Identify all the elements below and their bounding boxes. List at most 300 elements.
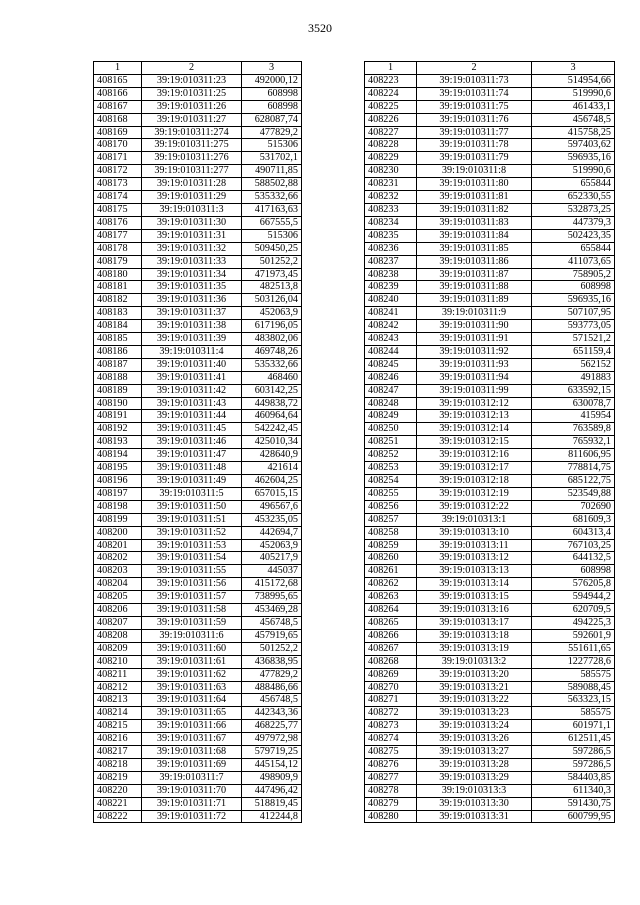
table-row	[365, 203, 615, 216]
row-number-cell: 408173	[94, 178, 142, 191]
table-row	[365, 87, 615, 100]
value-cell: 452063,9	[242, 539, 302, 552]
value-cell: 611340,3	[532, 784, 615, 797]
value-cell: 445037	[242, 565, 302, 578]
value-cell: 651159,4	[532, 345, 615, 358]
cadastral-number-cell: 39:19:010311:74	[417, 87, 532, 100]
row-number-cell: 408198	[94, 500, 142, 513]
value-cell: 477829,2	[242, 126, 302, 139]
value-cell: 445154,12	[242, 758, 302, 771]
table-row	[94, 449, 302, 462]
table-row	[365, 229, 615, 242]
row-number-cell: 408197	[94, 487, 142, 500]
table-row	[365, 591, 615, 604]
value-cell: 608998	[242, 87, 302, 100]
table-row	[94, 500, 302, 513]
table-row	[365, 758, 615, 771]
table-row	[365, 371, 615, 384]
row-number-cell: 408220	[94, 784, 142, 797]
row-number-cell: 408181	[94, 281, 142, 294]
value-cell: 497972,98	[242, 733, 302, 746]
table-row	[365, 74, 615, 87]
value-cell: 592601,9	[532, 629, 615, 642]
cadastral-number-cell: 39:19:010311:53	[142, 539, 242, 552]
cadastral-number-cell: 39:19:010311:79	[417, 152, 532, 165]
cadastral-number-cell: 39:19:010311:68	[142, 746, 242, 759]
cadastral-number-cell: 39:19:010313:26	[417, 733, 532, 746]
row-number-cell: 408194	[94, 449, 142, 462]
value-cell: 460964,64	[242, 410, 302, 423]
cadastral-number-cell: 39:19:010311:48	[142, 462, 242, 475]
row-number-cell: 408207	[94, 616, 142, 629]
value-cell: 767103,25	[532, 539, 615, 552]
cadastral-number-cell: 39:19:010311:42	[142, 384, 242, 397]
cadastral-number-cell: 39:19:010311:86	[417, 255, 532, 268]
value-cell: 477829,2	[242, 668, 302, 681]
row-number-cell: 408214	[94, 707, 142, 720]
cadastral-number-cell: 39:19:010311:33	[142, 255, 242, 268]
cadastral-number-cell: 39:19:010311:30	[142, 216, 242, 229]
row-number-cell: 408275	[365, 746, 417, 759]
row-number-cell: 408257	[365, 513, 417, 526]
cadastral-number-cell: 39:19:010311:34	[142, 268, 242, 281]
value-cell: 417163,63	[242, 203, 302, 216]
table-row	[94, 487, 302, 500]
page-number: 3520	[308, 21, 332, 35]
cadastral-number-cell: 39:19:010311:38	[142, 320, 242, 333]
row-number-cell: 408206	[94, 604, 142, 617]
value-cell: 532873,25	[532, 203, 615, 216]
cadastral-number-cell: 39:19:010311:43	[142, 397, 242, 410]
table-row	[365, 487, 615, 500]
table-row	[94, 242, 302, 255]
cadastral-number-cell: 39:19:010311:28	[142, 178, 242, 191]
cadastral-number-cell: 39:19:010311:59	[142, 616, 242, 629]
row-number-cell: 408271	[365, 694, 417, 707]
row-number-cell: 408262	[365, 578, 417, 591]
value-cell: 490711,85	[242, 165, 302, 178]
row-number-cell: 408280	[365, 810, 417, 823]
cadastral-number-cell: 39:19:010313:29	[417, 771, 532, 784]
row-number-cell: 408273	[365, 720, 417, 733]
table-row	[365, 126, 615, 139]
row-number-cell: 408239	[365, 281, 417, 294]
row-number-cell: 408190	[94, 397, 142, 410]
cadastral-number-cell: 39:19:010311:82	[417, 203, 532, 216]
cadastral-number-cell: 39:19:010311:46	[142, 436, 242, 449]
row-number-cell: 408278	[365, 784, 417, 797]
row-number-cell: 408265	[365, 616, 417, 629]
table-row	[365, 500, 615, 513]
table-row	[365, 307, 615, 320]
table-row	[94, 229, 302, 242]
value-cell: 617196,05	[242, 320, 302, 333]
cadastral-number-cell: 39:19:010311:92	[417, 345, 532, 358]
register-table-left	[93, 61, 302, 823]
row-number-cell: 408233	[365, 203, 417, 216]
table-row	[365, 771, 615, 784]
row-number-cell: 408193	[94, 436, 142, 449]
value-cell: 494225,3	[532, 616, 615, 629]
value-cell: 452063,9	[242, 307, 302, 320]
table-row	[94, 810, 302, 823]
table-row	[365, 668, 615, 681]
cadastral-number-cell: 39:19:010311:67	[142, 733, 242, 746]
value-cell: 503126,04	[242, 294, 302, 307]
cadastral-number-cell: 39:19:010311:8	[417, 165, 532, 178]
cadastral-number-cell: 39:19:010311:70	[142, 784, 242, 797]
row-number-cell: 408215	[94, 720, 142, 733]
row-number-cell: 408224	[365, 87, 417, 100]
table-row	[365, 513, 615, 526]
row-number-cell: 408260	[365, 552, 417, 565]
table-row	[94, 165, 302, 178]
value-cell: 1227728,6	[532, 655, 615, 668]
cadastral-number-cell: 39:19:010311:85	[417, 242, 532, 255]
row-number-cell: 408274	[365, 733, 417, 746]
table-row	[365, 165, 615, 178]
cadastral-number-cell: 39:19:010312:18	[417, 475, 532, 488]
cadastral-number-cell: 39:19:010311:47	[142, 449, 242, 462]
row-number-cell: 408235	[365, 229, 417, 242]
table-row	[94, 797, 302, 810]
value-cell: 412244,8	[242, 810, 302, 823]
table-row	[365, 100, 615, 113]
row-number-cell: 408211	[94, 668, 142, 681]
cadastral-number-cell: 39:19:010311:55	[142, 565, 242, 578]
cadastral-number-cell: 39:19:010313:17	[417, 616, 532, 629]
row-number-cell: 408200	[94, 526, 142, 539]
table-row	[365, 655, 615, 668]
table-row	[94, 281, 302, 294]
row-number-cell: 408216	[94, 733, 142, 746]
value-cell: 600799,95	[532, 810, 615, 823]
row-number-cell: 408230	[365, 165, 417, 178]
row-number-cell: 408177	[94, 229, 142, 242]
value-cell: 738995,65	[242, 591, 302, 604]
value-cell: 535332,66	[242, 191, 302, 204]
cadastral-number-cell: 39:19:010311:94	[417, 371, 532, 384]
cadastral-number-cell: 39:19:010311:66	[142, 720, 242, 733]
value-cell: 596935,16	[532, 294, 615, 307]
table-row	[94, 436, 302, 449]
cadastral-number-cell: 39:19:010311:31	[142, 229, 242, 242]
table-row	[94, 604, 302, 617]
value-cell: 468225,77	[242, 720, 302, 733]
table-row	[94, 423, 302, 436]
cadastral-number-cell: 39:19:010311:99	[417, 384, 532, 397]
row-number-cell: 408231	[365, 178, 417, 191]
table-row	[94, 268, 302, 281]
row-number-cell: 408250	[365, 423, 417, 436]
cadastral-number-cell: 39:19:010311:4	[142, 345, 242, 358]
row-number-cell: 408174	[94, 191, 142, 204]
value-cell: 509450,25	[242, 242, 302, 255]
cadastral-number-cell: 39:19:010311:71	[142, 797, 242, 810]
row-number-cell: 408199	[94, 513, 142, 526]
row-number-cell: 408253	[365, 462, 417, 475]
row-number-cell: 408202	[94, 552, 142, 565]
table-row	[365, 629, 615, 642]
value-cell: 571521,2	[532, 333, 615, 346]
value-cell: 608998	[532, 281, 615, 294]
row-number-cell: 408259	[365, 539, 417, 552]
table-row	[365, 242, 615, 255]
table-row	[94, 371, 302, 384]
row-number-cell: 408236	[365, 242, 417, 255]
row-number-cell: 408188	[94, 371, 142, 384]
value-cell: 491883	[532, 371, 615, 384]
value-cell: 492000,12	[242, 74, 302, 87]
table-row	[365, 642, 615, 655]
table-row	[94, 526, 302, 539]
value-cell: 608998	[532, 565, 615, 578]
table-row	[94, 113, 302, 126]
value-cell: 644132,5	[532, 552, 615, 565]
row-number-cell: 408227	[365, 126, 417, 139]
row-number-cell: 408272	[365, 707, 417, 720]
row-number-cell: 408218	[94, 758, 142, 771]
value-cell: 405217,9	[242, 552, 302, 565]
cadastral-number-cell: 39:19:010311:6	[142, 629, 242, 642]
row-number-cell: 408204	[94, 578, 142, 591]
value-cell: 765932,1	[532, 436, 615, 449]
table-row	[365, 694, 615, 707]
cadastral-number-cell: 39:19:010311:25	[142, 87, 242, 100]
cadastral-number-cell: 39:19:010312:17	[417, 462, 532, 475]
value-cell: 461433,1	[532, 100, 615, 113]
value-cell: 501252,2	[242, 642, 302, 655]
value-cell: 585575	[532, 668, 615, 681]
value-cell: 811606,95	[532, 449, 615, 462]
table-row	[94, 462, 302, 475]
row-number-cell: 408172	[94, 165, 142, 178]
table-row	[365, 294, 615, 307]
row-number-cell: 408183	[94, 307, 142, 320]
value-cell: 603142,25	[242, 384, 302, 397]
cadastral-number-cell: 39:19:010312:14	[417, 423, 532, 436]
table-row	[94, 87, 302, 100]
cadastral-number-cell: 39:19:010311:9	[417, 307, 532, 320]
row-number-cell: 408279	[365, 797, 417, 810]
value-cell: 471973,45	[242, 268, 302, 281]
table-row	[365, 526, 615, 539]
value-cell: 594944,2	[532, 591, 615, 604]
cadastral-number-cell: 39:19:010312:22	[417, 500, 532, 513]
row-number-cell: 408189	[94, 384, 142, 397]
cadastral-number-cell: 39:19:010311:64	[142, 694, 242, 707]
table-row	[94, 345, 302, 358]
table-row	[365, 462, 615, 475]
value-cell: 411073,65	[532, 255, 615, 268]
value-cell: 483802,06	[242, 333, 302, 346]
table-row	[94, 591, 302, 604]
cadastral-number-cell: 39:19:010311:39	[142, 333, 242, 346]
table-row	[94, 410, 302, 423]
table-row	[94, 513, 302, 526]
cadastral-number-cell: 39:19:010311:91	[417, 333, 532, 346]
table-row	[94, 307, 302, 320]
row-number-cell: 408176	[94, 216, 142, 229]
cadastral-number-cell: 39:19:010313:23	[417, 707, 532, 720]
table-row	[94, 397, 302, 410]
value-cell: 453235,05	[242, 513, 302, 526]
value-cell: 447379,3	[532, 216, 615, 229]
table-row	[365, 707, 615, 720]
column-header-3: 3	[242, 62, 302, 75]
table-row	[94, 746, 302, 759]
cadastral-number-cell: 39:19:010311:276	[142, 152, 242, 165]
row-number-cell: 408213	[94, 694, 142, 707]
cadastral-number-cell: 39:19:010311:72	[142, 810, 242, 823]
row-number-cell: 408234	[365, 216, 417, 229]
table-row	[365, 152, 615, 165]
table-row	[94, 733, 302, 746]
row-number-cell: 408208	[94, 629, 142, 642]
row-number-cell: 408217	[94, 746, 142, 759]
value-cell: 758905,2	[532, 268, 615, 281]
cadastral-number-cell: 39:19:010313:3	[417, 784, 532, 797]
table-row	[94, 294, 302, 307]
cadastral-number-cell: 39:19:010311:274	[142, 126, 242, 139]
table-row	[94, 358, 302, 371]
cadastral-number-cell: 39:19:010312:16	[417, 449, 532, 462]
cadastral-number-cell: 39:19:010311:29	[142, 191, 242, 204]
table-row	[365, 268, 615, 281]
row-number-cell: 408201	[94, 539, 142, 552]
row-number-cell: 408179	[94, 255, 142, 268]
value-cell: 667555,5	[242, 216, 302, 229]
table-row	[94, 139, 302, 152]
value-cell: 428640,9	[242, 449, 302, 462]
cadastral-number-cell: 39:19:010311:5	[142, 487, 242, 500]
cadastral-number-cell: 39:19:010311:80	[417, 178, 532, 191]
value-cell: 633592,15	[532, 384, 615, 397]
row-number-cell: 408240	[365, 294, 417, 307]
table-row	[365, 565, 615, 578]
row-number-cell: 408219	[94, 771, 142, 784]
value-cell: 778814,75	[532, 462, 615, 475]
column-header-1: 1	[365, 62, 417, 75]
table-row	[365, 746, 615, 759]
value-cell: 436838,95	[242, 655, 302, 668]
table-row	[365, 384, 615, 397]
value-cell: 514954,66	[532, 74, 615, 87]
cadastral-number-cell: 39:19:010311:50	[142, 500, 242, 513]
table-row	[365, 784, 615, 797]
row-number-cell: 408196	[94, 475, 142, 488]
row-number-cell: 408192	[94, 423, 142, 436]
row-number-cell: 408266	[365, 629, 417, 642]
table-row	[365, 578, 615, 591]
row-number-cell: 408184	[94, 320, 142, 333]
table-row	[94, 784, 302, 797]
column-header-2: 2	[417, 62, 532, 75]
row-number-cell: 408191	[94, 410, 142, 423]
table-row	[94, 565, 302, 578]
column-header-3: 3	[532, 62, 615, 75]
value-cell: 763589,8	[532, 423, 615, 436]
cadastral-number-cell: 39:19:010311:90	[417, 320, 532, 333]
cadastral-number-cell: 39:19:010311:37	[142, 307, 242, 320]
cadastral-number-cell: 39:19:010311:84	[417, 229, 532, 242]
table-row	[365, 358, 615, 371]
table-row	[365, 436, 615, 449]
table-row	[94, 771, 302, 784]
value-cell: 469748,26	[242, 345, 302, 358]
cadastral-number-cell: 39:19:010311:93	[417, 358, 532, 371]
row-number-cell: 408166	[94, 87, 142, 100]
cadastral-number-cell: 39:19:010311:26	[142, 100, 242, 113]
value-cell: 562152	[532, 358, 615, 371]
cadastral-number-cell: 39:19:010313:16	[417, 604, 532, 617]
value-cell: 542242,45	[242, 423, 302, 436]
cadastral-number-cell: 39:19:010313:2	[417, 655, 532, 668]
table-row	[365, 616, 615, 629]
row-number-cell: 408170	[94, 139, 142, 152]
table-row	[94, 758, 302, 771]
row-number-cell: 408171	[94, 152, 142, 165]
value-cell: 518819,45	[242, 797, 302, 810]
cadastral-number-cell: 39:19:010311:81	[417, 191, 532, 204]
cadastral-number-cell: 39:19:010311:58	[142, 604, 242, 617]
row-number-cell: 408254	[365, 475, 417, 488]
value-cell: 447496,42	[242, 784, 302, 797]
cadastral-number-cell: 39:19:010311:27	[142, 113, 242, 126]
table-row	[94, 642, 302, 655]
cadastral-number-cell: 39:19:010311:54	[142, 552, 242, 565]
value-cell: 588502,88	[242, 178, 302, 191]
table-row	[365, 552, 615, 565]
value-cell: 488486,66	[242, 681, 302, 694]
row-number-cell: 408246	[365, 371, 417, 384]
row-number-cell: 408185	[94, 333, 142, 346]
column-header-2: 2	[142, 62, 242, 75]
row-number-cell: 408252	[365, 449, 417, 462]
row-number-cell: 408261	[365, 565, 417, 578]
table-row	[365, 733, 615, 746]
row-number-cell: 408175	[94, 203, 142, 216]
value-cell: 421614	[242, 462, 302, 475]
value-cell: 415954	[532, 410, 615, 423]
cadastral-number-cell: 39:19:010311:23	[142, 74, 242, 87]
table-row	[94, 616, 302, 629]
value-cell: 685122,75	[532, 475, 615, 488]
value-cell: 502423,35	[532, 229, 615, 242]
row-number-cell: 408186	[94, 345, 142, 358]
cadastral-number-cell: 39:19:010311:40	[142, 358, 242, 371]
cadastral-number-cell: 39:19:010311:87	[417, 268, 532, 281]
value-cell: 496567,6	[242, 500, 302, 513]
row-number-cell: 408276	[365, 758, 417, 771]
value-cell: 468460	[242, 371, 302, 384]
value-cell: 535332,66	[242, 358, 302, 371]
row-number-cell: 408165	[94, 74, 142, 87]
cadastral-number-cell: 39:19:010313:21	[417, 681, 532, 694]
cadastral-number-cell: 39:19:010311:3	[142, 203, 242, 216]
cadastral-number-cell: 39:19:010311:56	[142, 578, 242, 591]
row-number-cell: 408258	[365, 526, 417, 539]
row-number-cell: 408268	[365, 655, 417, 668]
cadastral-number-cell: 39:19:010313:18	[417, 629, 532, 642]
table-row	[94, 320, 302, 333]
value-cell: 596935,16	[532, 152, 615, 165]
table-row	[365, 397, 615, 410]
value-cell: 415758,25	[532, 126, 615, 139]
value-cell: 449838,72	[242, 397, 302, 410]
table-row	[94, 333, 302, 346]
cadastral-number-cell: 39:19:010311:57	[142, 591, 242, 604]
